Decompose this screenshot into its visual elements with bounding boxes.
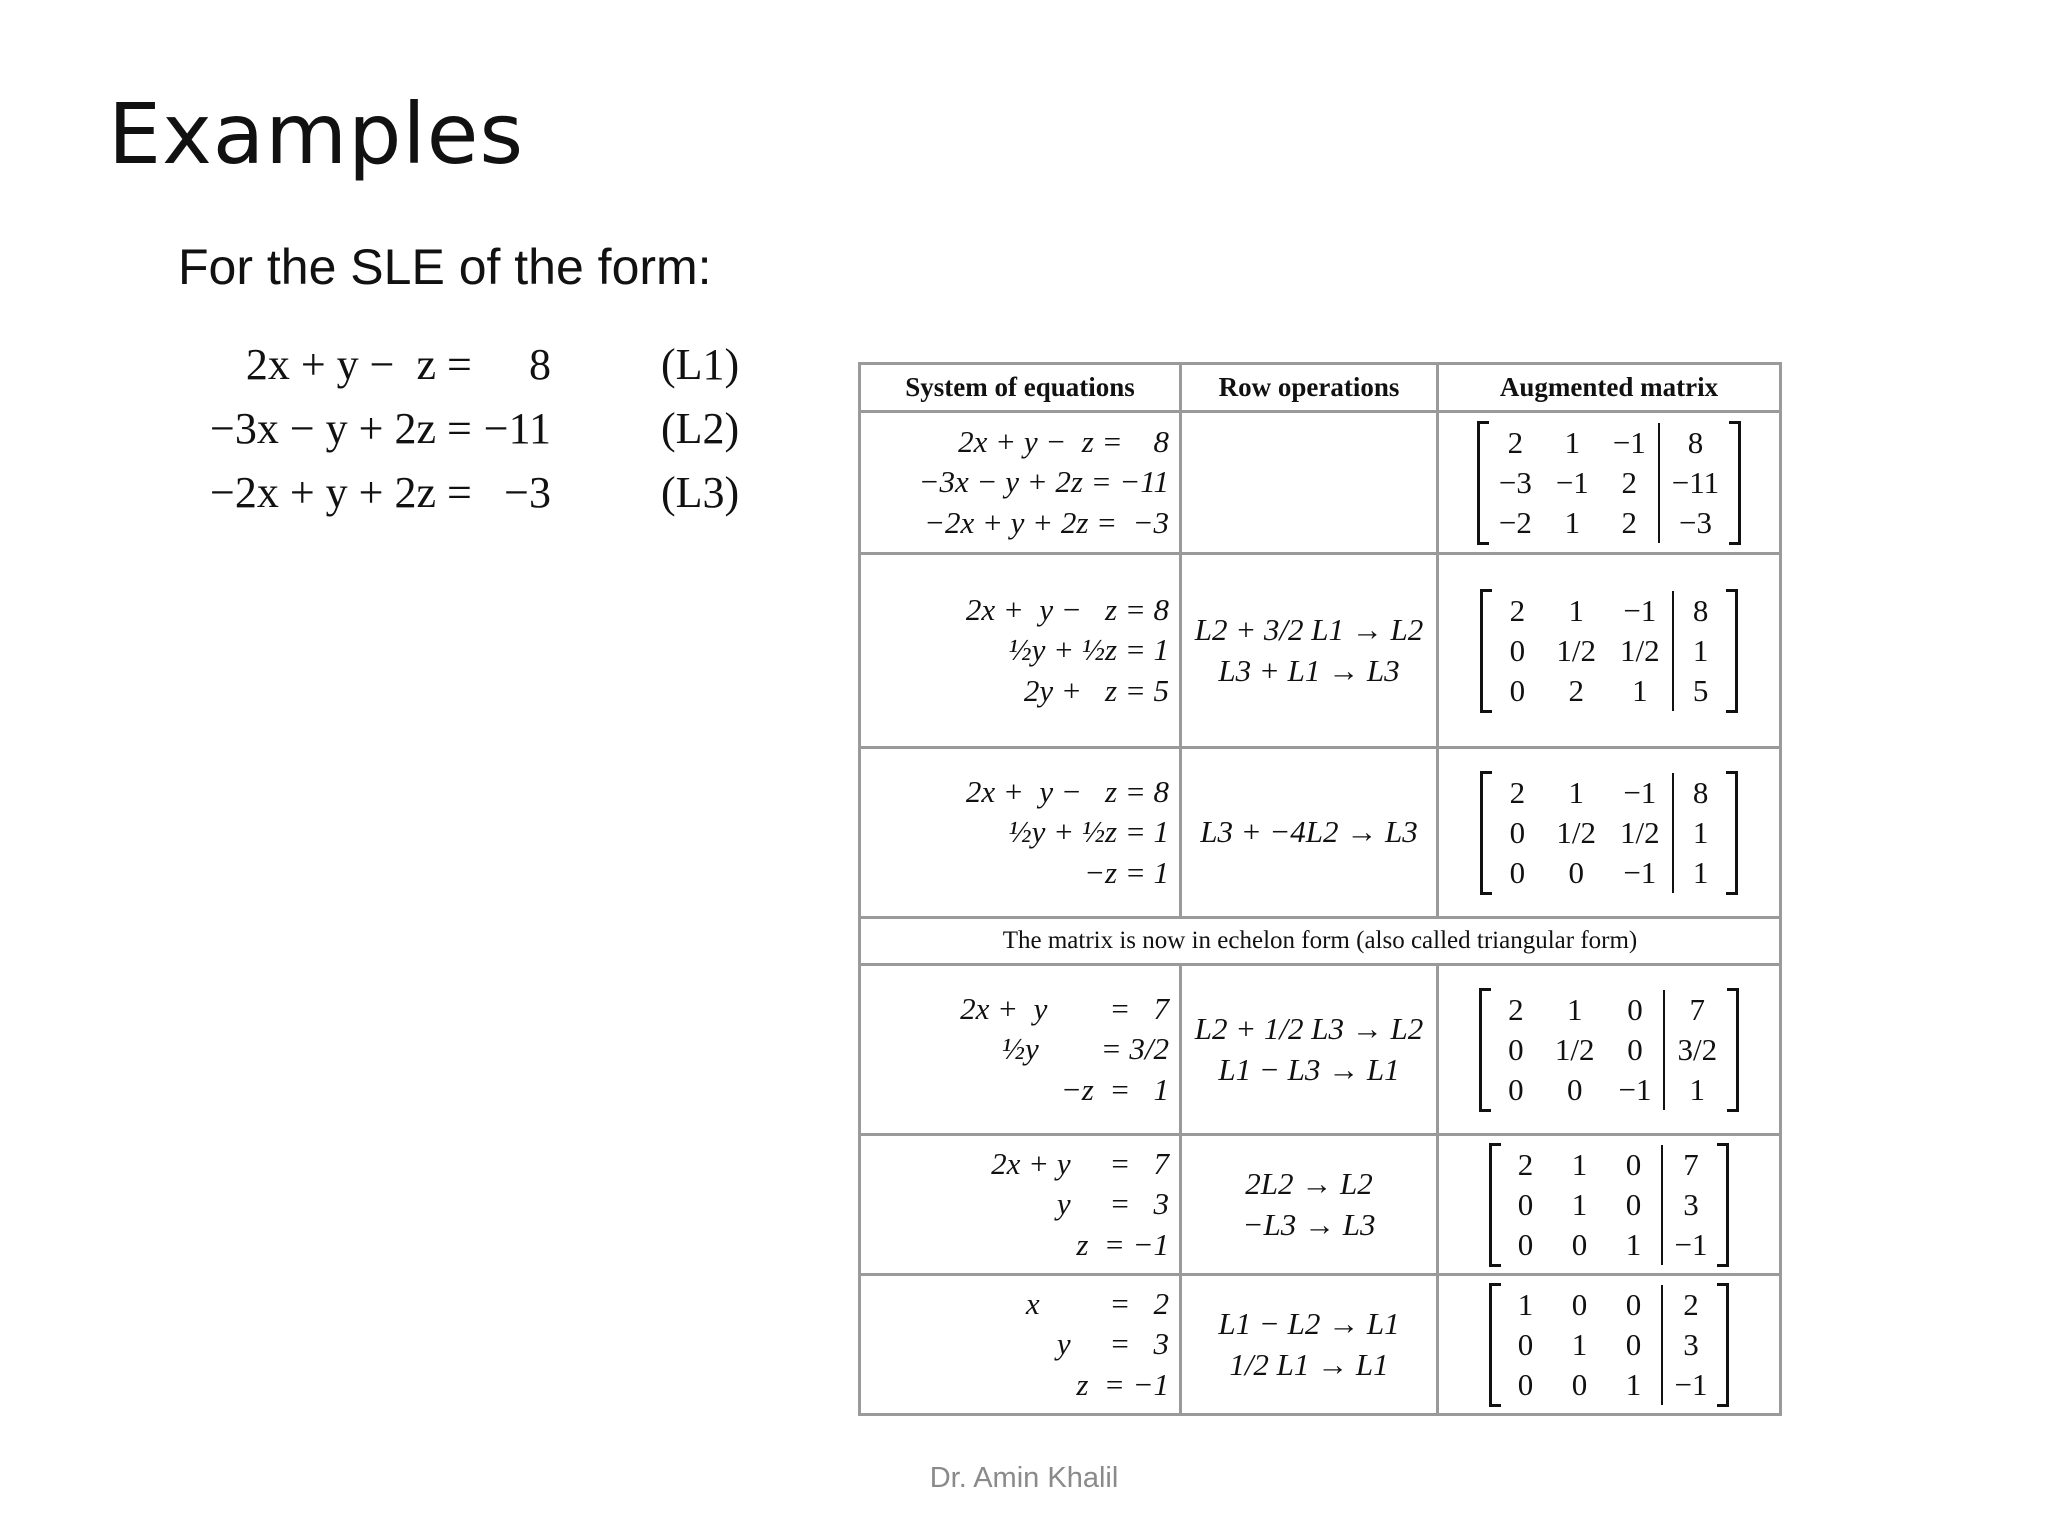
matrix-row (1490, 671, 1727, 711)
row-operation: L2 + 1/2 L3 → L2 (1194, 1011, 1424, 1047)
augmented-matrix (1489, 1143, 1730, 1267)
augmented-matrix (1480, 771, 1737, 895)
echelon-note-row (860, 918, 1781, 965)
equation-lhs: 2x + y − z = (245, 339, 472, 389)
equation-line: −3x − y + 2z = −11 (918, 464, 1169, 500)
matrix-entry: −3 (1659, 503, 1731, 543)
equation-line: ½y + ½z = 1 (1008, 632, 1169, 668)
matrix-entry: 1/2 (1554, 1031, 1595, 1067)
matrix-entry: −1 (1662, 1365, 1720, 1405)
matrix-entry: −2 (1498, 504, 1532, 540)
equation-line: −2x + y + 2z = −3 (924, 504, 1169, 540)
matrix-entry: 0 (1509, 632, 1526, 668)
row-operation: L3 + −4L2 → L3 (1200, 814, 1418, 850)
matrix-entry: 2 (1621, 464, 1638, 500)
matrix-entry: 0 (1509, 672, 1526, 708)
equation-line: z = −1 (1076, 1226, 1169, 1262)
equation-line: 2x + y − z = 8 (958, 424, 1169, 460)
matrix-row (1499, 1185, 1720, 1225)
equation-rhs: −3 (504, 467, 551, 517)
augmented-matrix-cell (1438, 748, 1781, 918)
row-operation: −L3 → L3 (1242, 1206, 1376, 1242)
row-operations-cell (1181, 1135, 1438, 1275)
equation-line: 2x + y − z = 8 (965, 774, 1169, 810)
matrix-entry: −1 (1623, 592, 1657, 628)
matrix-entry: 0 (1509, 814, 1526, 850)
matrix-entry: 1 (1566, 991, 1583, 1027)
equation-line: x = 2 (1025, 1286, 1169, 1322)
equation-row (210, 332, 739, 396)
equation-line: y = 3 (1056, 1186, 1169, 1222)
matrix-row (1489, 990, 1729, 1030)
equation-line: y = 3 (1056, 1326, 1169, 1362)
matrix-entry: 0 (1571, 1226, 1588, 1262)
matrix-entry: 7 (1662, 1145, 1720, 1185)
augmented-matrix (1479, 988, 1739, 1112)
matrix-entry: 2 (1508, 991, 1524, 1027)
equation-row (210, 396, 739, 460)
matrix-row (1490, 853, 1727, 893)
matrix-row (1499, 1365, 1720, 1405)
augmented-matrix-cell (1438, 965, 1781, 1135)
header-system: System of equations (860, 364, 1181, 412)
equation-rhs: 8 (528, 339, 551, 389)
matrix-entry: 1 (1568, 774, 1584, 810)
matrix-entry: 1 (1673, 853, 1728, 893)
matrix-row (1487, 423, 1731, 463)
augmented-matrix-cell (1438, 1135, 1781, 1275)
equation-line: −z = 1 (1084, 854, 1169, 890)
matrix-entry: 2 (1507, 424, 1524, 460)
matrix-entry: 0 (1508, 1071, 1524, 1107)
matrix-entry: 1/2 (1620, 814, 1660, 850)
equation-line: 2x + y = 7 (960, 991, 1169, 1027)
matrix-entry: 2 (1517, 1146, 1534, 1182)
matrix-entry: 1 (1632, 672, 1648, 708)
matrix-entry: 1/2 (1556, 814, 1596, 850)
matrix-entry: 0 (1625, 1186, 1642, 1222)
matrix-entry: 0 (1517, 1366, 1534, 1402)
table-row (860, 748, 1781, 918)
system-cell (860, 554, 1181, 748)
matrix-row (1499, 1225, 1720, 1265)
matrix-entry: 0 (1627, 991, 1643, 1027)
matrix-row (1489, 1070, 1729, 1110)
matrix-entry: 2 (1509, 592, 1526, 628)
table-row (860, 1275, 1781, 1415)
matrix-entry: 1 (1625, 1366, 1642, 1402)
matrix-entry: 1 (1564, 424, 1581, 460)
equation-line: 2y + z = 5 (1023, 672, 1169, 708)
row-operations-cell (1181, 748, 1438, 918)
table-header-row (860, 364, 1781, 412)
matrix-row (1490, 631, 1727, 671)
system-cell (860, 965, 1181, 1135)
matrix-entry: 8 (1673, 591, 1728, 631)
equation-line: ½y + ½z = 1 (1008, 814, 1169, 850)
matrix-row (1490, 591, 1727, 631)
matrix-entry: 3/2 (1664, 1030, 1729, 1070)
row-operation: L3 + L1 → L3 (1218, 652, 1400, 688)
matrix-entry: −1 (1662, 1225, 1720, 1265)
system-cell (860, 748, 1181, 918)
matrix-entry: 0 (1625, 1146, 1642, 1182)
equation-label: (L3) (660, 467, 740, 517)
equation-line: z = −1 (1076, 1366, 1169, 1402)
matrix-row (1490, 773, 1727, 813)
matrix-row (1490, 813, 1727, 853)
matrix-entry: 0 (1509, 854, 1526, 890)
matrix-entry: 0 (1517, 1226, 1534, 1262)
equation-label: (L2) (660, 403, 740, 453)
equation-label: (L1) (660, 339, 740, 389)
matrix-entry: 3 (1662, 1185, 1720, 1225)
matrix-entry: 1 (1517, 1286, 1534, 1322)
matrix-entry: 1 (1564, 504, 1581, 540)
matrix-entry: 0 (1508, 1031, 1524, 1067)
augmented-matrix-cell (1438, 554, 1781, 748)
matrix-entry: 0 (1568, 854, 1584, 890)
matrix-entry: 0 (1517, 1326, 1534, 1362)
equation-row (210, 460, 739, 524)
echelon-note: The matrix is now in echelon form (also called triangular form) (860, 918, 1781, 965)
system-cell (860, 1275, 1181, 1415)
matrix-entry: 1 (1673, 813, 1728, 853)
equation-line: 2x + y − z = 8 (965, 592, 1169, 628)
table-row (860, 412, 1781, 554)
equation-line: −z = 1 (1060, 1071, 1169, 1107)
matrix-entry: 0 (1625, 1326, 1642, 1362)
matrix-row (1499, 1145, 1720, 1185)
matrix-entry: 8 (1673, 773, 1728, 813)
matrix-entry: 2 (1568, 672, 1584, 708)
matrix-entry: 0 (1571, 1286, 1588, 1322)
matrix-entry: 2 (1509, 774, 1526, 810)
matrix-entry: 5 (1673, 671, 1728, 711)
slide-title: Examples (108, 85, 525, 183)
table-row (860, 1135, 1781, 1275)
matrix-entry: 1 (1673, 631, 1728, 671)
matrix-entry: −1 (1623, 774, 1657, 810)
equation-rhs: −11 (483, 403, 551, 453)
matrix-entry: 1/2 (1620, 632, 1660, 668)
system-cell (860, 412, 1181, 554)
equation-line: 2x + y = 7 (991, 1146, 1169, 1182)
matrix-entry: 0 (1517, 1186, 1534, 1222)
system-cell (860, 1135, 1181, 1275)
row-operations-cell (1181, 965, 1438, 1135)
row-operation: L2 + 3/2 L1 → L2 (1194, 612, 1424, 648)
gaussian-elimination-table (858, 362, 1782, 1416)
matrix-entry: 0 (1627, 1031, 1643, 1067)
row-operation: L1 − L3 → L1 (1218, 1051, 1400, 1087)
row-operations-cell (1181, 412, 1438, 554)
matrix-entry: −1 (1618, 1071, 1652, 1107)
table-body (860, 412, 1781, 1415)
augmented-matrix-cell (1438, 412, 1781, 554)
row-operation: 1/2 L1 → L1 (1229, 1346, 1389, 1382)
matrix-entry: 2 (1662, 1285, 1720, 1325)
matrix-entry: 1 (1625, 1226, 1642, 1262)
matrix-entry: −11 (1659, 463, 1731, 503)
matrix-entry: 3 (1662, 1325, 1720, 1365)
matrix-entry: 1 (1571, 1326, 1588, 1362)
matrix-entry: −1 (1623, 854, 1657, 890)
matrix-entry: 1 (1571, 1186, 1588, 1222)
equation-lhs: −3x − y + 2z = (210, 403, 472, 453)
matrix-entry: 7 (1664, 990, 1729, 1030)
augmented-matrix (1477, 421, 1741, 545)
equation-system (210, 332, 739, 524)
matrix-entry: −1 (1555, 464, 1589, 500)
matrix-row (1487, 503, 1731, 543)
matrix-entry: 0 (1625, 1286, 1642, 1322)
slide-subtitle: For the SLE of the form: (178, 239, 712, 295)
matrix-entry: 1 (1664, 1070, 1729, 1110)
matrix-row (1499, 1325, 1720, 1365)
header-row-operations: Row operations (1181, 364, 1438, 412)
equation-lhs: −2x + y + 2z = (210, 467, 472, 517)
augmented-matrix-cell (1438, 1275, 1781, 1415)
augmented-matrix (1480, 589, 1737, 713)
matrix-entry: 2 (1621, 504, 1638, 540)
table-row (860, 965, 1781, 1135)
row-operation: L1 − L2 → L1 (1218, 1306, 1400, 1342)
matrix-entry: 8 (1659, 423, 1731, 463)
row-operations-cell (1181, 554, 1438, 748)
row-operation: 2L2 → L2 (1245, 1166, 1373, 1202)
matrix-entry: 1 (1571, 1146, 1588, 1182)
matrix-entry: −3 (1498, 464, 1532, 500)
matrix-row (1489, 1030, 1729, 1070)
slide-footer: Dr. Amin Khalil (929, 1462, 1119, 1494)
matrix-entry: −1 (1612, 424, 1646, 460)
augmented-matrix (1489, 1283, 1730, 1407)
matrix-entry: 0 (1571, 1366, 1588, 1402)
matrix-row (1499, 1285, 1720, 1325)
matrix-entry: 1/2 (1556, 632, 1596, 668)
matrix-entry: 0 (1566, 1071, 1583, 1107)
matrix-entry: 1 (1568, 592, 1584, 628)
matrix-row (1487, 463, 1731, 503)
header-augmented-matrix: Augmented matrix (1438, 364, 1781, 412)
table-row (860, 554, 1781, 748)
row-operations-cell (1181, 1275, 1438, 1415)
equation-line: ½y = 3/2 (1001, 1031, 1169, 1067)
